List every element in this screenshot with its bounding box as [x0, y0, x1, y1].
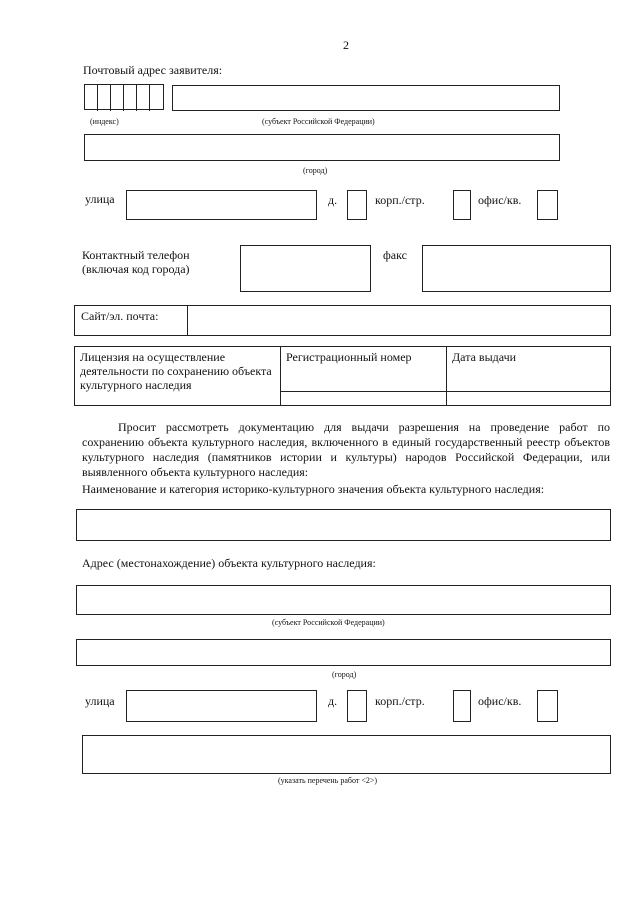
- site-email-label: Сайт/эл. почта:: [75, 306, 188, 335]
- site-email-field[interactable]: [188, 306, 610, 335]
- house-label: д.: [328, 193, 338, 207]
- applicant-city-field[interactable]: [84, 134, 560, 161]
- license-table: [74, 346, 611, 406]
- office-label: офис/кв.: [478, 193, 522, 207]
- city-caption: (город): [303, 166, 328, 175]
- postal-address-label: Почтовый адрес заявителя:: [83, 63, 223, 77]
- object-street-field[interactable]: [126, 690, 317, 722]
- object-city-caption: (город): [332, 670, 357, 679]
- applicant-building-field[interactable]: [453, 190, 471, 220]
- index-caption: (индекс): [90, 117, 119, 126]
- applicant-subject-field[interactable]: [172, 85, 560, 111]
- applicant-office-field[interactable]: [537, 190, 558, 220]
- building-label: корп./стр.: [375, 193, 425, 207]
- index-digit-cell[interactable]: [124, 85, 137, 111]
- object-name-label: Наименование и категория историко-культурного значения объекта культурного наследия:: [82, 482, 545, 496]
- index-digit-cell[interactable]: [111, 85, 124, 111]
- site-email-row: [74, 305, 611, 336]
- works-list-field[interactable]: [82, 735, 611, 774]
- issue-date-header: Дата выдачи: [452, 350, 517, 364]
- applicant-house-field[interactable]: [347, 190, 367, 220]
- license-label: Лицензия на осуществление деятельности по сохранению объекта культурного наследия: [75, 347, 281, 405]
- object-office-label: офис/кв.: [478, 694, 522, 708]
- registration-number-header: Регистрационный номер: [286, 350, 412, 364]
- object-subject-field[interactable]: [76, 585, 611, 615]
- object-street-label: улица: [85, 694, 115, 708]
- phone-field[interactable]: [240, 245, 371, 292]
- object-office-field[interactable]: [537, 690, 558, 722]
- request-paragraph: Просит рассмотреть документацию для выдачи разрешения на проведение работ по сохранению объекта культурного наследия, включенного в единый государственный реестр объектов культурного наследия (памятников истории и культуры) народов Российской Федерации, или выявленного объекта культурного наследия:: [82, 420, 610, 479]
- fax-field[interactable]: [422, 245, 611, 292]
- object-building-field[interactable]: [453, 690, 471, 722]
- index-digit-cell[interactable]: [98, 85, 111, 111]
- fax-label: факс: [383, 248, 407, 262]
- applicant-street-field[interactable]: [126, 190, 317, 220]
- object-subject-caption: (субъект Российской Федерации): [272, 618, 385, 627]
- works-caption: (указать перечень работ <2>): [278, 776, 378, 785]
- object-address-label: Адрес (местонахождение) объекта культурного наследия:: [82, 556, 376, 570]
- index-digit-cell[interactable]: [85, 85, 98, 111]
- object-house-label: д.: [328, 694, 338, 708]
- phone-label: Контактный телефон: [82, 248, 190, 262]
- subject-caption: (субъект Российской Федерации): [262, 117, 375, 126]
- object-house-field[interactable]: [347, 690, 367, 722]
- postal-index-field[interactable]: [84, 84, 164, 110]
- street-label: улица: [85, 192, 115, 206]
- table-divider: [447, 391, 610, 392]
- index-digit-cell[interactable]: [137, 85, 150, 111]
- index-digit-cell[interactable]: [150, 85, 163, 111]
- page-number: 2: [343, 38, 349, 52]
- object-building-label: корп./стр.: [375, 694, 425, 708]
- issue-date-cell[interactable]: [447, 347, 610, 405]
- object-city-field[interactable]: [76, 639, 611, 666]
- object-name-field[interactable]: [76, 509, 611, 541]
- registration-number-cell[interactable]: [281, 347, 447, 405]
- table-divider: [281, 391, 446, 392]
- phone-sublabel: (включая код города): [82, 262, 190, 276]
